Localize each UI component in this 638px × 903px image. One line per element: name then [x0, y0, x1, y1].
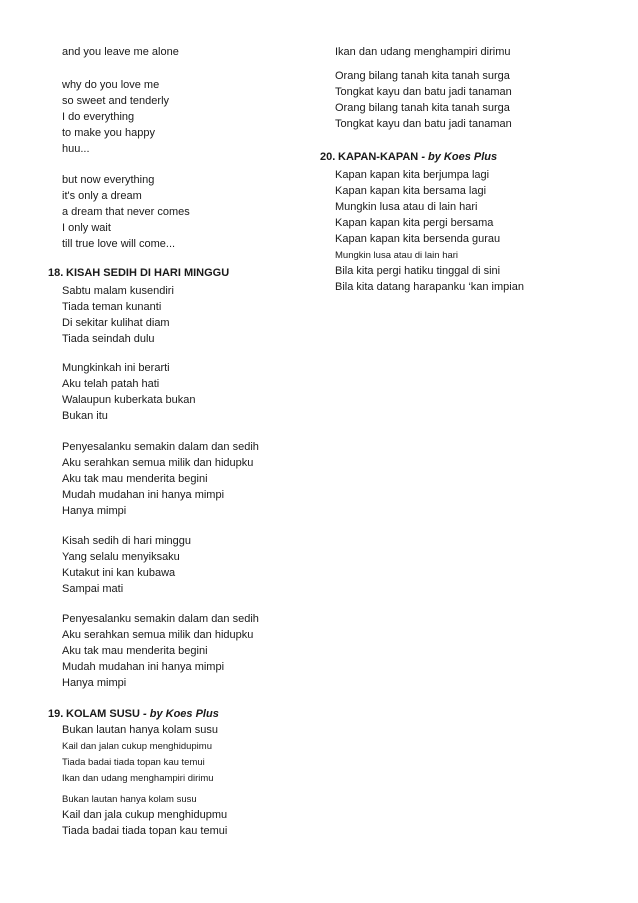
lyric-line: Hanya mimpi	[62, 505, 127, 517]
lyric-line: Sampai mati	[62, 583, 124, 595]
lyric-line: Tiada seindah dulu	[62, 333, 155, 345]
song-heading-19	[48, 707, 219, 721]
lyric-line: Kail dan jalan cukup menghidupimu	[62, 741, 212, 752]
lyric-line: Ikan dan udang menghampiri dirimu	[335, 46, 511, 58]
lyric-line: Kail dan jala cukup menghidupmu	[62, 809, 228, 821]
lyric-line: huu...	[62, 143, 90, 155]
lyric-line: Kisah sedih di hari minggu	[62, 535, 192, 547]
song-number: 19.	[48, 708, 64, 720]
lyric-line: so sweet and tenderly	[62, 95, 170, 107]
song-heading-18	[48, 266, 229, 280]
lyric-line: Kapan kapan kita berjumpa lagi	[335, 169, 490, 181]
song-artist: - by Koes Plus	[418, 151, 498, 163]
song-title: KAPAN-KAPAN	[338, 151, 419, 163]
song-number: 20.	[320, 151, 336, 163]
lyric-line: Orang bilang tanah kita tanah surga	[335, 102, 510, 114]
lyric-line: Tiada badai tiada topan kau temui	[62, 757, 205, 768]
lyric-line: Mudah mudahan ini hanya mimpi	[62, 661, 225, 673]
lyric-line: Bila kita pergi hatiku tinggal di sini	[335, 265, 501, 277]
song-artist: - by Koes Plus	[139, 708, 219, 720]
song-title: KOLAM SUSU	[66, 708, 140, 720]
lyric-line: Ikan dan udang menghampiri dirimu	[62, 773, 214, 784]
lyric-line: Tongkat kayu dan batu jadi tanaman	[335, 118, 512, 130]
lyric-line: Tongkat kayu dan batu jadi tanaman	[335, 86, 512, 98]
lyric-line: Kapan kapan kita pergi bersama	[335, 217, 494, 229]
lyric-line: Penyesalanku semakin dalam dan sedih	[62, 441, 259, 453]
lyric-line: Mungkin lusa atau di lain hari	[335, 250, 459, 261]
song-number: 18.	[48, 267, 64, 279]
lyric-line: Kutakut ini kan kubawa	[62, 567, 176, 579]
lyric-line: a dream that never comes	[62, 206, 190, 218]
lyric-line: Orang bilang tanah kita tanah surga	[335, 70, 510, 82]
lyric-line: Mungkinkah ini berarti	[62, 362, 170, 374]
lyric-line: I do everything	[62, 111, 135, 123]
lyric-line: Bukan lautan hanya kolam susu	[62, 794, 197, 805]
lyric-line: Aku tak mau menderita begini	[62, 473, 208, 485]
lyric-line: Sabtu malam kusendiri	[62, 285, 174, 297]
lyric-line: till true love will come...	[62, 238, 176, 250]
lyric-line: Mungkin lusa atau di lain hari	[335, 201, 478, 213]
lyric-line: Aku serahkan semua milik dan hidupku	[62, 457, 254, 469]
lyric-line: Bila kita datang harapanku ‘kan impian	[335, 281, 524, 293]
lyric-line: Yang selalu menyiksaku	[62, 551, 180, 563]
lyric-line: Aku serahkan semua milik dan hidupku	[62, 629, 254, 641]
song-heading-20	[320, 150, 497, 164]
lyric-line: Penyesalanku semakin dalam dan sedih	[62, 613, 259, 625]
lyric-line: Kapan kapan kita bersenda gurau	[335, 233, 501, 245]
lyric-line: Aku telah patah hati	[62, 378, 160, 390]
lyric-line: why do you love me	[62, 79, 160, 91]
lyric-line: Di sekitar kulihat diam	[62, 317, 170, 329]
lyric-line: Kapan kapan kita bersama lagi	[335, 185, 487, 197]
lyric-line: and you leave me alone	[62, 46, 179, 58]
lyric-line: to make you happy	[62, 127, 155, 139]
lyric-line: Aku tak mau menderita begini	[62, 645, 208, 657]
lyric-line: Bukan lautan hanya kolam susu	[62, 724, 218, 736]
lyric-line: Tiada teman kunanti	[62, 301, 162, 313]
lyric-line: I only wait	[62, 222, 111, 234]
song-title: KISAH SEDIH DI HARI MINGGU	[66, 267, 230, 279]
lyric-line: Bukan itu	[62, 410, 108, 422]
lyric-line: but now everything	[62, 174, 155, 186]
lyric-line: Walaupun kuberkata bukan	[62, 394, 196, 406]
lyric-line: Tiada badai tiada topan kau temui	[62, 825, 228, 837]
lyric-line: it's only a dream	[62, 190, 142, 202]
lyric-line: Mudah mudahan ini hanya mimpi	[62, 489, 225, 501]
lyric-line: Hanya mimpi	[62, 677, 127, 689]
